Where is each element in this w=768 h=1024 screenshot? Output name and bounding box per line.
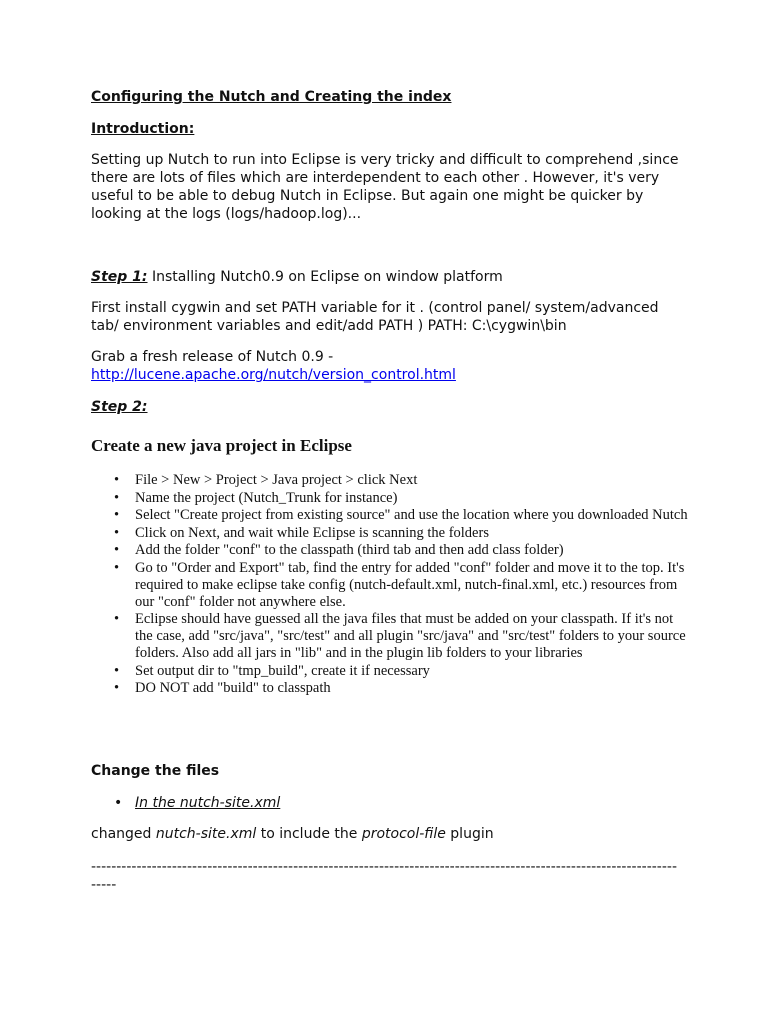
- step1-label: Step 1:: [91, 269, 148, 285]
- list-item: [91, 490, 691, 507]
- introduction-heading: Introduction:: [91, 121, 195, 137]
- bullet-icon: •: [114, 680, 120, 696]
- list-item-text: Select "Create project from existing source" and use the location where you downloaded Nutch: [135, 507, 688, 523]
- cygwin-paragraph: First install cygwin and set PATH variable for it . (control panel/ system/advanced tab/ environment variables and edit/add PATH ) PATH: C:\cygwin\bin: [91, 300, 659, 334]
- change-files-list: [91, 794, 691, 812]
- changed-plugin-name: protocol-file: [361, 826, 446, 842]
- changed-suffix: plugin: [445, 826, 494, 842]
- list-item: [91, 663, 691, 680]
- step1-text: Installing Nutch0.9 on Eclipse on window platform: [147, 269, 503, 285]
- change-files-heading: Change the files: [91, 763, 220, 779]
- list-item: [91, 542, 691, 559]
- eclipse-steps-list: [91, 472, 691, 698]
- bullet-icon: •: [114, 507, 120, 523]
- list-item: [91, 560, 691, 611]
- step2-line: [91, 398, 691, 416]
- changed-prefix: changed: [91, 826, 156, 842]
- list-item-text: Name the project (Nutch_Trunk for instance): [135, 489, 398, 506]
- step2-label: Step 2:: [91, 399, 148, 415]
- step1-line: [91, 268, 691, 286]
- list-item-text: Add the folder "conf" to the classpath (third tab and then add class folder): [135, 542, 564, 558]
- bullet-icon: •: [114, 542, 120, 558]
- list-item-text: Go to "Order and Export" tab, find the entry for added "conf" folder and move it to the top. It's required to make eclipse take config (nutch-default.xml, nutch-final.xml, etc.) resources from our "conf" folder not anywhere else.: [135, 559, 685, 610]
- dashed-divider: -------------------------------------------------------------------------------------------------------------------------: [91, 859, 678, 893]
- nutch-site-xml-link[interactable]: In the nutch-site.xml: [135, 795, 281, 811]
- nutch-version-control-link[interactable]: http://lucene.apache.org/nutch/version_control.html: [91, 367, 456, 383]
- list-item: [91, 611, 691, 662]
- eclipse-project-heading: Create a new java project in Eclipse: [91, 436, 352, 455]
- list-item-text: File > New > Project > Java project > click Next: [135, 472, 418, 488]
- changed-paragraph: [91, 825, 691, 843]
- bullet-icon: •: [114, 472, 120, 488]
- bullet-icon: •: [114, 795, 123, 811]
- list-item-text: Click on Next, and wait while Eclipse is scanning the folders: [135, 524, 489, 541]
- grab-paragraph: [91, 348, 691, 384]
- bullet-icon: •: [114, 489, 120, 506]
- bullet-icon: •: [114, 611, 120, 627]
- list-item: [91, 472, 691, 489]
- grab-text: Grab a fresh release of Nutch 0.9 -: [91, 349, 334, 365]
- list-item-text: Eclipse should have guessed all the java files that must be added on your classpath. If it's not the case, add "src/java", "src/test" and all plugin "src/java" and "src/test" folders to your source folders. Also add all jars in "lib" and in the plugin lib folders to your libraries: [135, 611, 686, 661]
- list-item: [91, 680, 691, 697]
- bullet-icon: •: [114, 662, 120, 679]
- list-item: [91, 507, 691, 524]
- list-item: [91, 794, 691, 812]
- changed-middle: to include the: [256, 826, 362, 842]
- document-title: Configuring the Nutch and Creating the index: [91, 89, 452, 105]
- bullet-icon: •: [114, 559, 120, 576]
- changed-file-name: nutch-site.xml: [155, 826, 257, 842]
- introduction-paragraph: Setting up Nutch to run into Eclipse is very tricky and difficult to comprehend ,since there are lots of files which are interdependent to each other . However, it's very useful to be able to debug Nutch in Eclipse. But again one might be quicker by looking at the logs (logs/hadoop.log)...: [91, 152, 679, 222]
- bullet-icon: •: [114, 524, 120, 541]
- list-item: [91, 525, 691, 542]
- list-item-text: Set output dir to "tmp_build", create it if necessary: [135, 662, 430, 679]
- list-item-text: DO NOT add "build" to classpath: [135, 680, 331, 696]
